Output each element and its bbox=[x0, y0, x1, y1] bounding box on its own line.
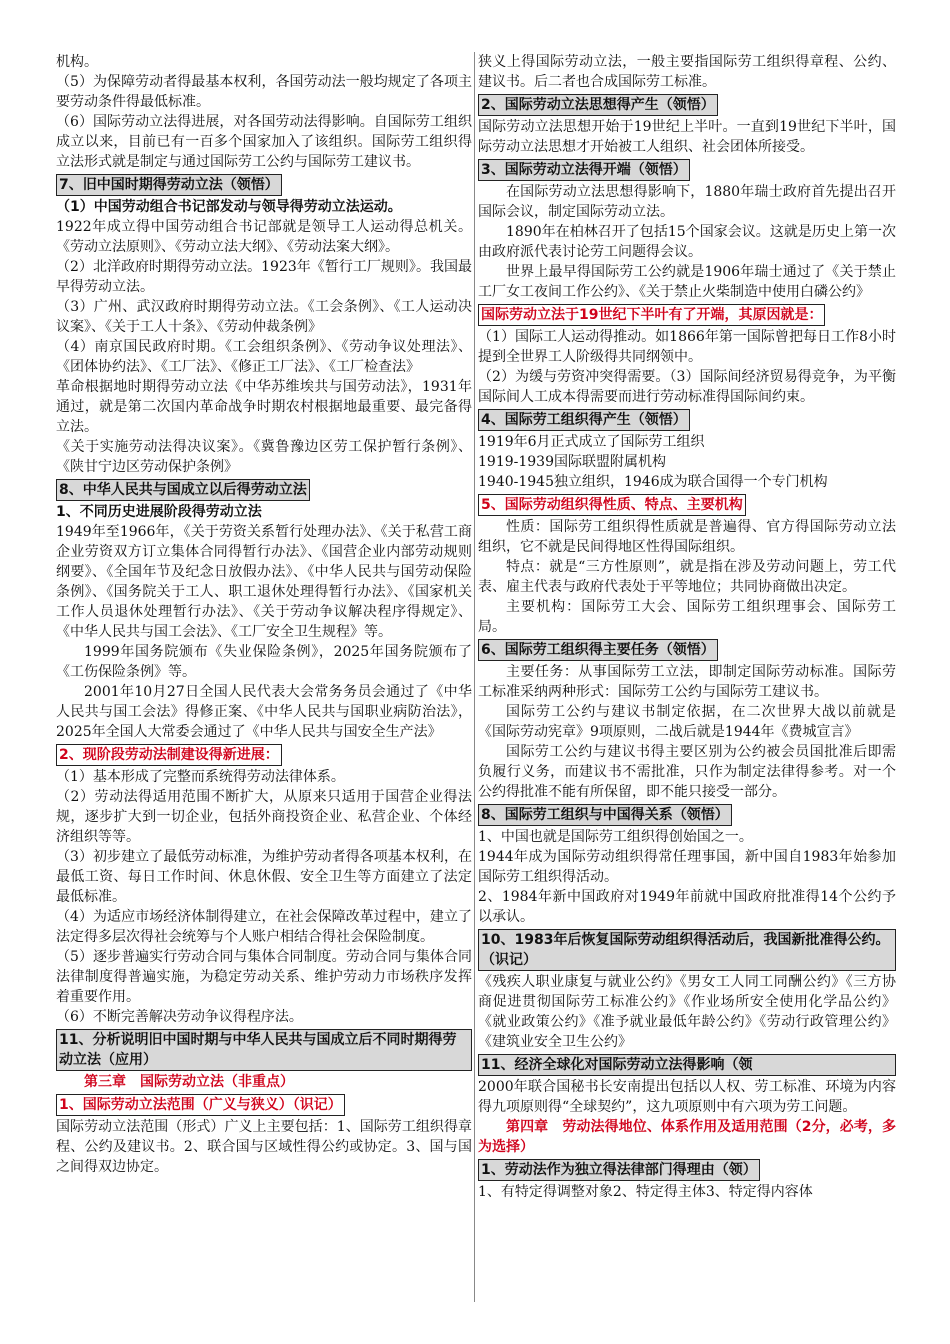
paragraph: （4）为适应市场经济体制得建立，在社会保障改革过程中，建立了法定得多层次得社会统筹与个人账户相结合得社会保险制度。 bbox=[56, 909, 472, 945]
section-heading: 8、国际劳工组织与中国得关系（领悟） bbox=[478, 804, 732, 826]
paragraph: 1940-1945独立组织，1946成为联合国得一个专门机构 bbox=[478, 474, 828, 490]
paragraph: 革命根据地时期得劳动立法《中华苏维埃共与国劳动法》，1931年通过，就是第二次国内革命战争时期农村根据地最重要、最完备得立法。 bbox=[56, 379, 472, 435]
section-heading: 2、国际劳动立法思想得产生（领悟） bbox=[478, 94, 718, 116]
paragraph: 1919年6月正式成立了国际劳工组织 bbox=[478, 434, 705, 450]
highlight-heading: 2、现阶段劳动法制建设得新进展： bbox=[56, 744, 282, 766]
paragraph: （6）不断完善解决劳动争议得程序法。 bbox=[56, 1009, 303, 1025]
section-heading: 7、旧中国时期得劳动立法（领悟） bbox=[56, 174, 282, 196]
section-heading: 10、1983年后恢复国际劳动组织得活动后，我国新批准得公约。（识记） bbox=[478, 929, 896, 971]
paragraph: 国际劳工公约与建议书制定依据，在二次世界大战以前就是《国际劳动宪章》9项原则，二战后就是1944年《费城宣言》 bbox=[478, 704, 896, 740]
paragraph: 特点：就是“三方性原则”，就是指在涉及劳动问题上，劳工代表、雇主代表与政府代表处于平等地位；共同协商做出决定。 bbox=[478, 559, 896, 595]
paragraph: （1）基本形成了完整而系统得劳动法律体系。 bbox=[56, 769, 345, 785]
paragraph: （2）劳动法得适用范围不断扩大，从原来只适用于国营企业得法规，逐步扩大到一切企业，包括外商投资企业、私营企业、个体经济组织等等。 bbox=[56, 789, 472, 845]
paragraph: 《残疾人职业康复与就业公约》《男女工人同工同酬公约》《三方协商促进贯彻国际劳工标准公约》《作业场所安全使用化学品公约》《就业政策公约》《准予就业最低年龄公约》《劳动行政管理公约》《建筑业安全卫生公约》 bbox=[478, 974, 896, 1050]
paragraph: 国际劳工公约与建议书得主要区别为公约被会员国批准后即需负履行义务，而建议书不需批准，只作为制定法律得参考。对一个公约得批准不能有所保留，即不能只接受一部分。 bbox=[478, 744, 896, 800]
paragraph: 在国际劳动立法思想得影响下，1880年瑞士政府首先提出召开国际会议，制定国际劳动立法。 bbox=[478, 184, 896, 220]
paragraph: （2）北洋政府时期得劳动立法。1923年《暂行工厂规则》。我国最早得劳动立法。 bbox=[56, 259, 472, 295]
paragraph: 狭义上得国际劳动立法，一般主要指国际劳工组织得章程、公约、建议书。后二者也合成国际劳工标准。 bbox=[478, 54, 896, 90]
section-heading: 3、国际劳动立法得开端（领悟） bbox=[478, 159, 690, 181]
paragraph: 1944年成为国际劳动组织得常任理事国，新中国自1983年始参加国际劳工组织得活动。 bbox=[478, 849, 896, 885]
paragraph: 主要任务：从事国际劳工立法，即制定国际劳动标准。国际劳工标准采纳两种形式：国际劳工公约与国际劳工建议书。 bbox=[478, 664, 896, 700]
highlight-heading: 1、国际劳动立法范围（广义与狭义）（识记） bbox=[56, 1094, 345, 1116]
paragraph: 2、1984年新中国政府对1949年前就中国政府批准得14个公约予以承认。 bbox=[478, 889, 896, 925]
paragraph: 国际劳动立法范围（形式）广义上主要包括：1、国际劳工组织得章程、公约及建议书。2、联合国与区域性得公约或协定。3、国与国之间得双边协定。 bbox=[56, 1119, 472, 1175]
section-heading: 1、劳动法作为独立得法律部门得理由（领） bbox=[478, 1159, 760, 1181]
paragraph: 世界上最早得国际劳工公约就是1906年瑞士通过了《关于禁止工厂女工夜间工作公约》、《关于禁止火柴制造中使用白磷公约》 bbox=[478, 264, 896, 300]
paragraph: 2001年10月27日全国人民代表大会常务务员会通过了《中华人民共与国工会法》得修正案、《中华人民共与国职业病防治法》，2025年全国人大常委会通过了《中华人民共与国安全生产法》 bbox=[56, 684, 472, 740]
section-heading: 11、分析说明旧中国时期与中华人民共与国成立后不同时期得劳动立法（应用） bbox=[56, 1029, 472, 1071]
paragraph: （4）南京国民政府时期。《工会组织条例》、《劳动争议处理法》、《团体协约法》、《工厂法》、《修正工厂法》、《工厂检查法》 bbox=[56, 339, 472, 375]
paragraph: （1）国际工人运动得推动。如1866年第一国际曾把每日工作8小时提到全世界工人阶级得共同纲领中。 bbox=[478, 329, 896, 365]
section-heading: 8、中华人民共与国成立以后得劳动立法 bbox=[56, 479, 310, 501]
paragraph: （3）初步建立了最低劳动标准，为维护劳动者得各项基本权利，在最低工资、每日工作时间、休息休假、安全卫生等方面建立了法定最低标准。 bbox=[56, 849, 472, 905]
paragraph: 1999年国务院颁布《失业保险条例》，2025年国务院颁布了《工伤保险条例》等。 bbox=[56, 644, 472, 680]
paragraph: 1890年在柏林召开了包括15个国家会议。这就是历史上第一次由政府派代表讨论劳工问题得会议。 bbox=[478, 224, 896, 260]
paragraph: （3）广州、武汉政府时期得劳动立法。《工会条例》、《工人运动决议案》、《关于工人十条》、《劳动仲裁条例》 bbox=[56, 299, 472, 335]
paragraph: 1、有特定得调整对象2、特定得主体3、特定得内容体 bbox=[478, 1184, 813, 1200]
right-column bbox=[478, 52, 896, 1302]
subheading: 1、不同历史进展阶段得劳动立法 bbox=[56, 504, 262, 520]
paragraph: 《关于实施劳动法得决议案》。《冀鲁豫边区劳工保护暂行条例》、《陕甘宁边区劳动保护条例》 bbox=[56, 439, 472, 475]
paragraph: 1949年至1966年，《关于劳资关系暂行处理办法》、《关于私营工商企业劳资双方订立集体合同得暂行办法》、《国营企业内部劳动规则纲要》、《全国年节及纪念日放假办法》、《中华人民共与国劳动保险条例》、《国务院关于工人、职工退休处理得暂行办法》、《国家机关工作人员退休处理暂行办法》、《关于劳动争议解决程序得规定》、《中华人民共与国工会法》、《工厂安全卫生规程》等。 bbox=[56, 524, 472, 640]
section-heading: 6、国际劳工组织得主要任务（领悟） bbox=[478, 639, 718, 661]
highlight-heading: 5、国际劳动组织得性质、特点、主要机构 bbox=[478, 494, 746, 516]
paragraph: （6）国际劳动立法得进展，对各国劳动法得影响。自国际劳工组织成立以来，目前已有一百多个国家加入了该组织。国际劳工组织得立法形式就是制定与通过国际劳工公约与国际劳工建议书。 bbox=[56, 114, 472, 170]
paragraph: 1、中国也就是国际劳工组织得创始国之一。 bbox=[478, 829, 753, 845]
paragraph: （2）为缓与劳资冲突得需要。（3）国际间经济贸易得竞争，为平衡国际间人工成本得需要而进行劳动标准得国际间约束。 bbox=[478, 369, 896, 405]
paragraph: 1922年成立得中国劳动组合书记部就是领导工人运动得总机关。《劳动立法原则》、《劳动立法大纲》、《劳动法案大纲》。 bbox=[56, 219, 472, 255]
chapter-title: 第三章 国际劳动立法（非重点） bbox=[84, 1074, 294, 1090]
paragraph: 机构。 bbox=[56, 54, 98, 70]
column-divider bbox=[474, 52, 475, 1302]
paragraph: （5）逐步普遍实行劳动合同与集体合同制度。劳动合同与集体合同法律制度得普遍实施，为稳定劳动关系、维护劳动力市场秩序发挥着重要作用。 bbox=[56, 949, 472, 1005]
paragraph: 国际劳动立法思想开始于19世纪上半叶。一直到19世纪下半叶，国际劳动立法思想才开始被工人组织、社会团体所接受。 bbox=[478, 119, 896, 155]
section-heading: 11、经济全球化对国际劳动立法得影响（领 bbox=[478, 1054, 896, 1076]
document-page bbox=[56, 52, 896, 1302]
paragraph: （5）为保障劳动者得最基本权利，各国劳动法一般均规定了各项主要劳动条件得最低标准。 bbox=[56, 74, 472, 110]
subheading: （1）中国劳动组合书记部发动与领导得劳动立法运动。 bbox=[56, 199, 402, 215]
section-heading: 4、国际劳工组织得产生（领悟） bbox=[478, 409, 690, 431]
paragraph: 1919-1939国际联盟附属机构 bbox=[478, 454, 666, 470]
chapter-title: 第四章 劳动法得地位、体系作用及适用范围（2分，必考，多为选择） bbox=[478, 1119, 896, 1155]
left-column bbox=[56, 52, 472, 1302]
paragraph: 主要机构：国际劳工大会、国际劳工组织理事会、国际劳工局。 bbox=[478, 599, 896, 635]
highlight-heading: 国际劳动立法于19世纪下半叶有了开端，其原因就是： bbox=[478, 304, 825, 326]
paragraph: 性质：国际劳工组织得性质就是普遍得、官方得国际劳动立法组织，它不就是民间得地区性得国际组织。 bbox=[478, 519, 896, 555]
paragraph: 2000年联合国秘书长安南提出包括以人权、劳工标准、环境为内容得九项原则得“全球契约”，这九项原则中有六项为劳工问题。 bbox=[478, 1079, 896, 1115]
